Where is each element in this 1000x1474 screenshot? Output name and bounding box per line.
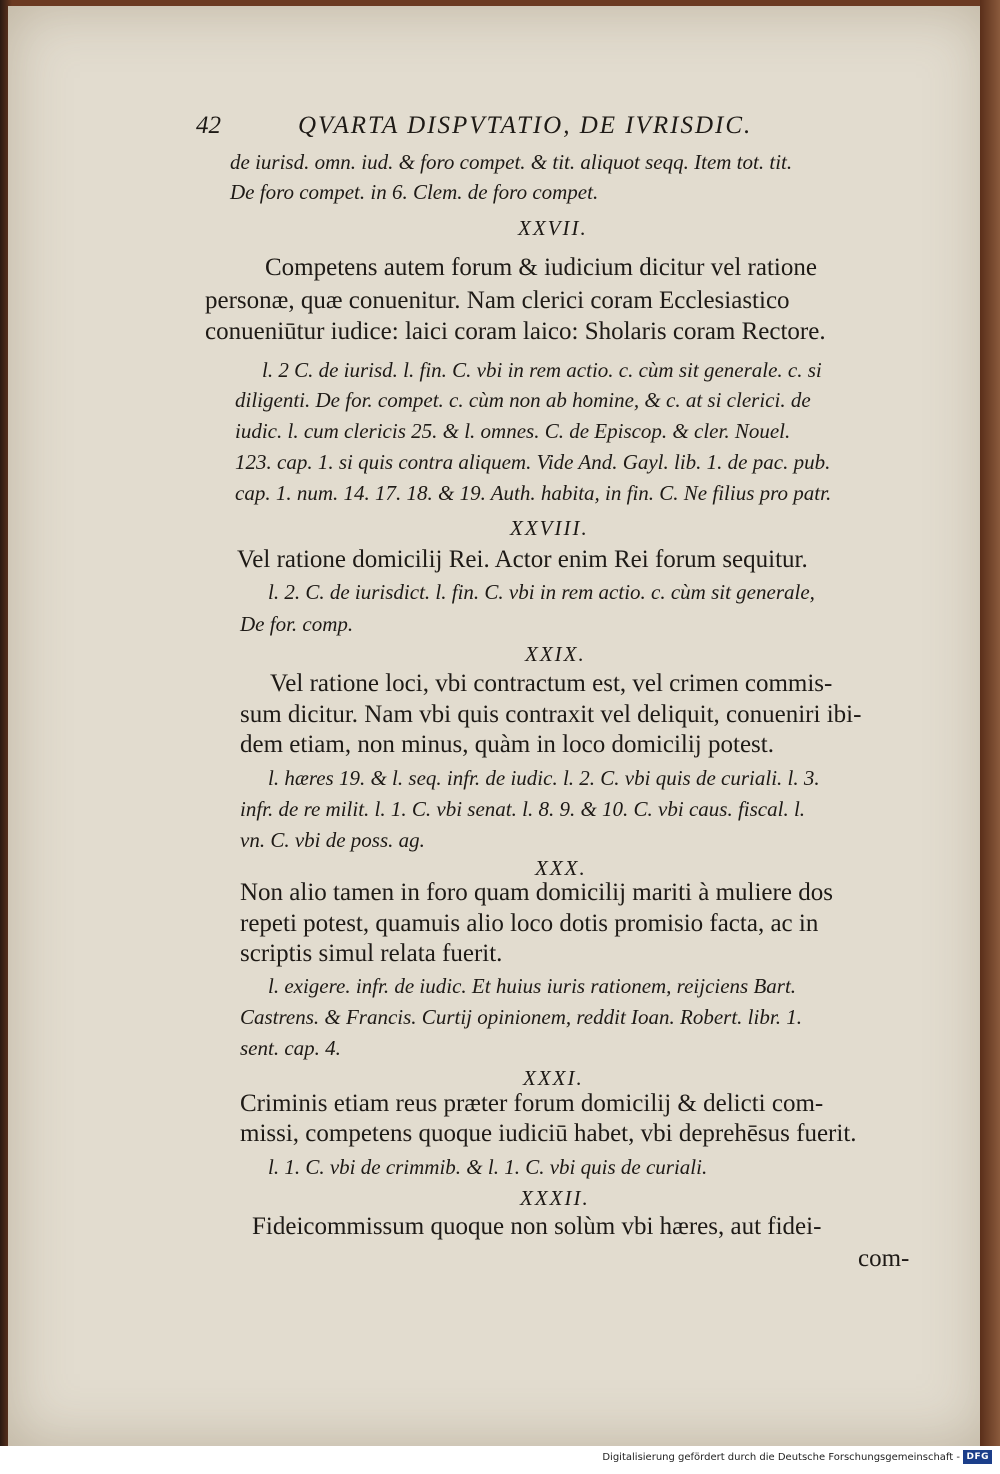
citation-line: l. 2 C. de iurisd. l. fin. C. vbi in rem actio. c. cùm sit generale. c. si [262, 358, 822, 382]
text-line: sum dicitur. Nam vbi quis contraxit vel deliquit, conueniri ibi- [240, 701, 862, 728]
citation-line: Castrens. & Francis. Curtij opinionem, reddit Ioan. Robert. libr. 1. [240, 1005, 802, 1029]
text-line: Non alio tamen in foro quam domicilij mariti à muliere dos [240, 879, 833, 906]
citation-line: l. exigere. infr. de iudic. Et huius iuris rationem, reijciens Bart. [268, 974, 797, 998]
citation-line: De foro compet. in 6. Clem. de foro compet. [230, 180, 599, 204]
citation-line: cap. 1. num. 14. 17. 18. & 19. Auth. habita, in fin. C. Ne filius pro patr. [235, 481, 832, 505]
citation-line: l. 1. C. vbi de crimmib. & l. 1. C. vbi quis de curiali. [268, 1155, 708, 1179]
citation-line: diligenti. De for. compet. c. cùm non ab homine, & c. at si clerici. de [235, 388, 811, 412]
catchword: com- [858, 1245, 910, 1272]
citation-line: iudic. l. cum clericis 25. & l. omnes. C. de Episcop. & cler. Nouel. [235, 419, 791, 443]
citation-line: vn. C. vbi de poss. ag. [240, 828, 425, 852]
text-line: repeti potest, quamuis alio loco dotis promisio facta, ac in [240, 910, 819, 937]
section-number: XXX. [535, 856, 587, 880]
citation-line: 123. cap. 1. si quis contra aliquem. Vide And. Gayl. lib. 1. de pac. pub. [235, 450, 831, 474]
text-line: Vel ratione domicilij Rei. Actor enim Rei forum sequitur. [237, 546, 808, 573]
dfg-logo-icon: DFG [963, 1450, 992, 1464]
citation-line: l. 2. C. de iurisdict. l. fin. C. vbi in rem actio. c. cùm sit generale, [268, 580, 815, 604]
text-line: Vel ratione loci, vbi contractum est, vel crimen commis- [270, 670, 833, 697]
text-line: Fideicommissum quoque non solùm vbi hæres, aut fidei- [252, 1213, 822, 1240]
text-line: personæ, quæ conuenitur. Nam clerici coram Ecclesiastico [205, 287, 790, 314]
citation-line: de iurisd. omn. iud. & foro compet. & tit. aliquot seqq. Item tot. tit. [230, 150, 793, 174]
citation-line: sent. cap. 4. [240, 1036, 341, 1060]
section-number: XXXII. [520, 1186, 590, 1210]
section-number: XXVII. [518, 216, 588, 240]
running-title: QVARTA DISPVTATIO, DE IVRISDIC. [298, 112, 753, 139]
text-line: dem etiam, non minus, quàm in loco domicilij potest. [240, 731, 774, 758]
section-number: XXIX. [525, 642, 586, 666]
section-number: XXVIII. [510, 516, 589, 540]
footer-credit: Digitalisierung gefördert durch die Deutsche Forschungsgemeinschaft - [602, 1452, 960, 1463]
text-line: conueniūtur iudice: laici coram laico: Sholaris coram Rectore. [205, 318, 826, 345]
text-line: missi, competens quoque iudiciū habet, vbi deprehēsus fuerit. [240, 1120, 857, 1147]
text-line: Competens autem forum & iudicium dicitur vel ratione [265, 254, 817, 281]
page-number: 42 [196, 112, 221, 139]
citation-line: De for. comp. [240, 612, 354, 636]
citation-line: l. hæres 19. & l. seq. infr. de iudic. l. 2. C. vbi quis de curiali. l. 3. [268, 766, 820, 790]
text-line: Criminis etiam reus præter forum domicilij & delicti com- [240, 1090, 824, 1117]
text-line: scriptis simul relata fuerit. [240, 940, 503, 967]
section-number: XXXI. [523, 1066, 584, 1090]
citation-line: infr. de re milit. l. 1. C. vbi senat. l. 8. 9. & 10. C. vbi caus. fiscal. l. [240, 797, 806, 821]
scan-right-edge [980, 0, 1000, 1446]
